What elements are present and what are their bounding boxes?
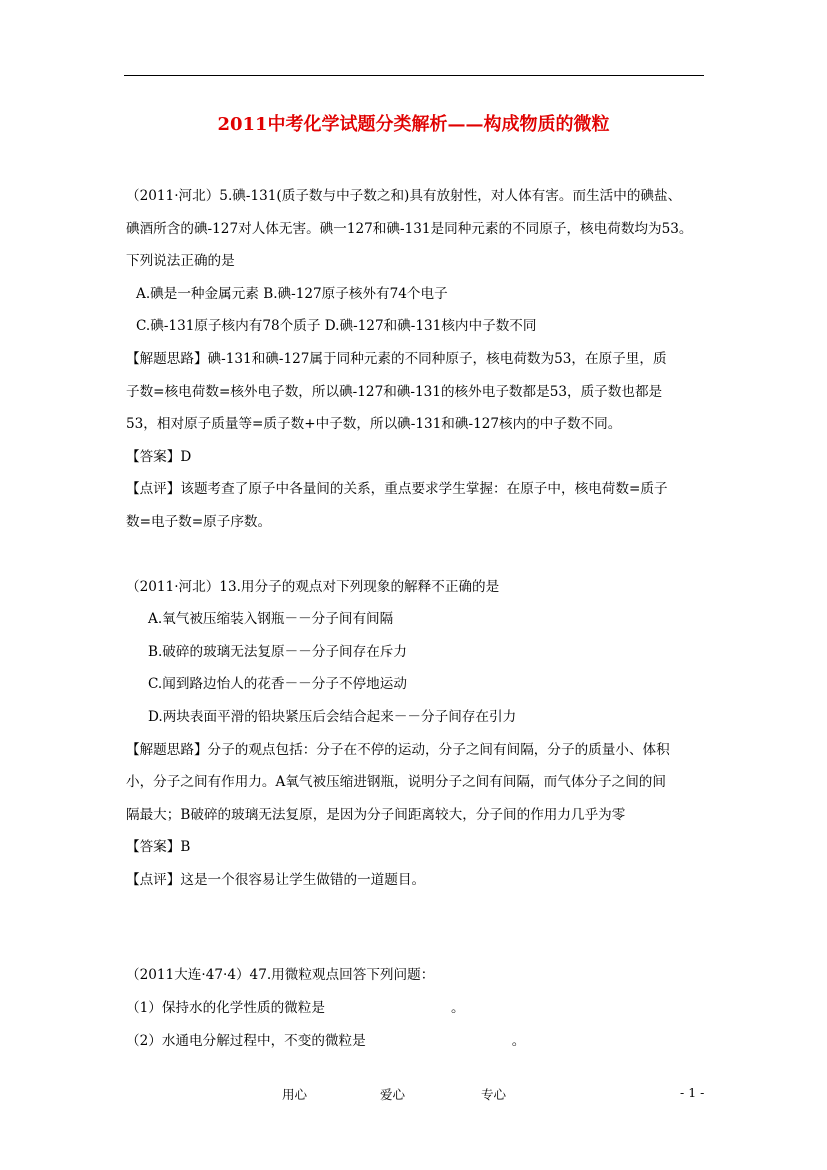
document-body [126, 180, 711, 1057]
question-2-analysis-line-1: 【解题思路】分子的观点包括：分子在不停的运动，分子之间有间隔，分子的质量小、体积 [126, 741, 670, 758]
question-1-analysis-line-1: 【解题思路】碘-131和碘-127属于同种元素的不同种原子，核电荷数为53，在原子里，质 [126, 350, 667, 367]
question-1-options-line-1: A.碘是一种金属元素 B.碘-127原子核外有74个电子 [136, 285, 448, 302]
footer-middle: 爱心 [380, 1087, 406, 1102]
question-2-option-c: C.闻到路边怡人的花香－－分子不停地运动 [148, 676, 407, 693]
question-3-item-2-text: （2）水通电分解过程中，不变的微粒是 [126, 1032, 366, 1049]
question-3-stem: （2011大连·47·4）47.用微粒观点回答下列问题： [126, 967, 435, 984]
page-number: - 1 - [680, 1085, 705, 1100]
question-1 [126, 180, 711, 539]
question-3-item-1 [126, 992, 711, 1025]
question-2-comment: 【点评】这是一个很容易让学生做错的一道题目。 [126, 871, 426, 888]
question-1-stem-line-1: （2011·河北）5.碘-131(质子数与中子数之和)具有放射性，对人体有害。而生活中的碘盐、 [126, 188, 682, 204]
question-2-analysis-line-2: 小，分子之间有作用力。A氧气被压缩进钢瓶，说明分子之间有间隔，而气体分子之间的间 [126, 774, 666, 791]
footer-left: 用心 [282, 1087, 308, 1102]
question-3 [126, 959, 711, 1057]
question-2 [126, 571, 711, 897]
question-2-stem: （2011·河北）13.用分子的观点对下列现象的解释不正确的是 [126, 578, 500, 595]
question-1-comment-line-1: 【点评】该题考查了原子中各量间的关系，重点要求学生掌握：在原子中，核电荷数=质子 [126, 481, 668, 498]
question-2-option-a: A.氧气被压缩装入钢瓶－－分子间有间隔 [148, 611, 394, 628]
question-1-answer: 【答案】D [126, 448, 192, 465]
question-3-item-2 [126, 1025, 711, 1058]
header-rule [124, 75, 704, 76]
question-2-option-b: B.破碎的玻璃无法复原－－分子间存在斥力 [148, 643, 407, 660]
question-1-comment-line-2: 数=电子数=原子序数。 [126, 513, 272, 530]
question-2-analysis-line-3: 隔最大；B破碎的玻璃无法复原，是因为分子间距离较大，分子间的作用力几乎为零 [126, 806, 626, 823]
question-1-stem-line-2: 碘酒所含的碘-127对人体无害。碘一127和碘-131是同种元素的不同原子，核电荷数均为53。 [126, 220, 693, 237]
footer-right: 专心 [481, 1087, 507, 1102]
document-title: 2011中考化学试题分类解析——构成物质的微粒 [217, 114, 610, 135]
spacer [126, 539, 711, 571]
question-2-answer: 【答案】B [126, 839, 191, 856]
question-3-item-1-text: （1）保持水的化学性质的微粒是 [126, 1000, 325, 1017]
question-1-options-line-2: C.碘-131原子核内有78个质子 D.碘-127和碘-131核内中子数不同 [136, 318, 537, 335]
page-footer [0, 1085, 827, 1105]
question-1-analysis-line-2: 子数=核电荷数=核外电子数，所以碘-127和碘-131的核外电子数都是53，质子数也都是 [126, 383, 663, 400]
spacer [126, 896, 711, 959]
question-1-stem-line-3: 下列说法正确的是 [126, 253, 235, 270]
question-1-analysis-line-3: 53，相对原子质量等=质子数+中子数，所以碘-131和碘-127核内的中子数不同。 [126, 416, 622, 433]
question-3-item-1-end: 。 [450, 1000, 465, 1017]
question-3-item-2-end: 。 [511, 1032, 526, 1049]
question-2-option-d: D.两块表面平滑的铅块紧压后会结合起来－－分子间存在引力 [148, 708, 517, 725]
